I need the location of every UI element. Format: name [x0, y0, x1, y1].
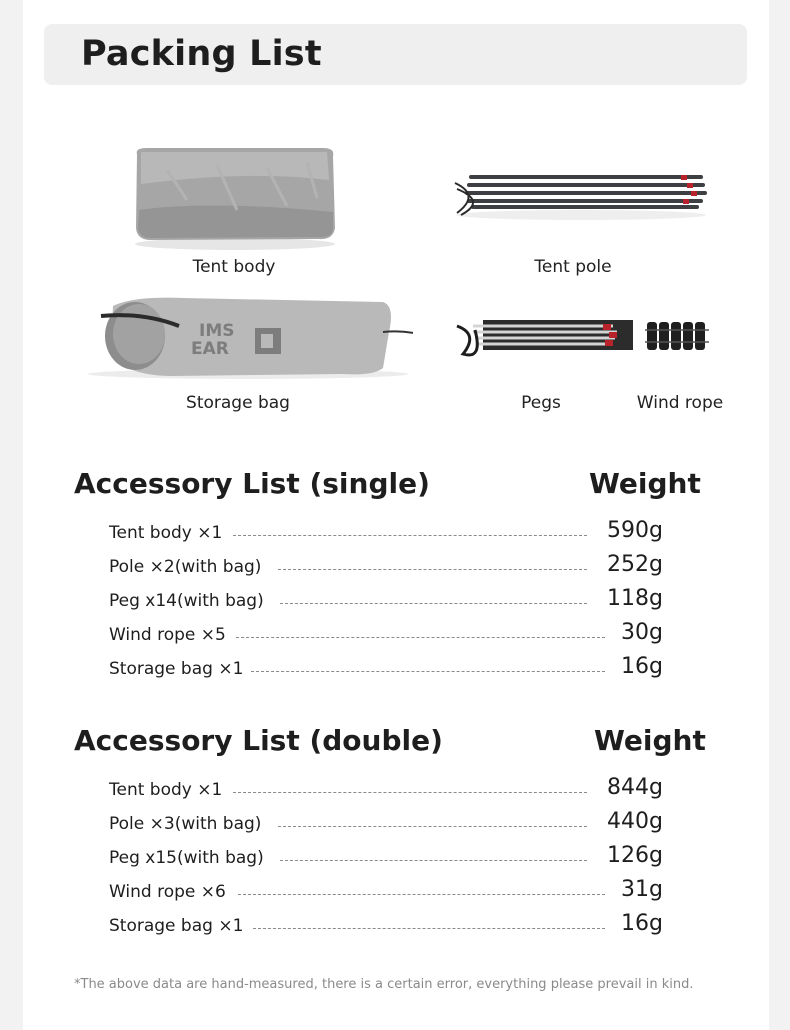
dotted-leader	[233, 792, 587, 793]
photo-caption: Tent body	[192, 257, 276, 277]
item-weight: 440g	[607, 809, 663, 834]
page-title: Packing List	[81, 34, 322, 74]
photo-caption: Pegs	[521, 393, 561, 413]
item-label: Tent body ×1	[109, 780, 223, 800]
tent-pole-icon	[451, 165, 711, 225]
dotted-leader	[238, 894, 605, 895]
item-label: Storage bag ×1	[109, 659, 244, 679]
item-label: Pole ×2(with bag)	[109, 557, 262, 577]
item-weight: 16g	[621, 911, 663, 936]
item-weight: 126g	[607, 843, 663, 868]
list-item	[23, 622, 769, 648]
list-item	[23, 811, 769, 837]
title-bar	[44, 24, 747, 85]
weight-heading: Weight	[589, 467, 701, 500]
dotted-leader	[236, 637, 605, 638]
dotted-leader	[280, 860, 587, 861]
wind-rope-icon	[643, 316, 713, 356]
list-item	[23, 656, 769, 682]
pegs-icon	[453, 310, 639, 366]
item-weight: 31g	[621, 877, 663, 902]
list-item	[23, 588, 769, 614]
list-item	[23, 845, 769, 871]
dotted-leader	[233, 535, 587, 536]
item-label: Peg x15(with bag)	[109, 848, 264, 868]
item-weight: 30g	[621, 620, 663, 645]
svg-text:EAR: EAR	[191, 339, 229, 359]
list-item	[23, 520, 769, 546]
item-weight: 844g	[607, 775, 663, 800]
packing-list-page	[23, 0, 769, 1030]
dotted-leader	[280, 603, 587, 604]
item-label: Pole ×3(with bag)	[109, 814, 262, 834]
storage-bag-icon	[83, 292, 413, 380]
list-item	[23, 777, 769, 803]
weight-heading: Weight	[594, 724, 706, 757]
single-list-heading: Accessory List (single)	[74, 467, 430, 500]
dotted-leader	[278, 569, 587, 570]
photo-caption: Wind rope	[636, 393, 724, 413]
item-label: Peg x14(with bag)	[109, 591, 264, 611]
dotted-leader	[253, 928, 605, 929]
list-item	[23, 913, 769, 939]
footnote: *The above data are hand-measured, there is a certain error, everything please prevail in kind.	[74, 977, 694, 992]
list-item	[23, 554, 769, 580]
item-weight: 590g	[607, 518, 663, 543]
tent-body-icon	[127, 140, 343, 252]
item-label: Wind rope ×6	[109, 882, 226, 902]
svg-text:IMS: IMS	[199, 321, 235, 341]
item-label: Storage bag ×1	[109, 916, 244, 936]
double-list-heading: Accessory List (double)	[74, 724, 443, 757]
list-item	[23, 879, 769, 905]
photo-caption: Storage bag	[186, 393, 290, 413]
item-weight: 252g	[607, 552, 663, 577]
item-weight: 118g	[607, 586, 663, 611]
dotted-leader	[251, 671, 605, 672]
dotted-leader	[278, 826, 587, 827]
photo-caption: Tent pole	[534, 257, 612, 277]
item-label: Tent body ×1	[109, 523, 223, 543]
item-label: Wind rope ×5	[109, 625, 226, 645]
item-weight: 16g	[621, 654, 663, 679]
